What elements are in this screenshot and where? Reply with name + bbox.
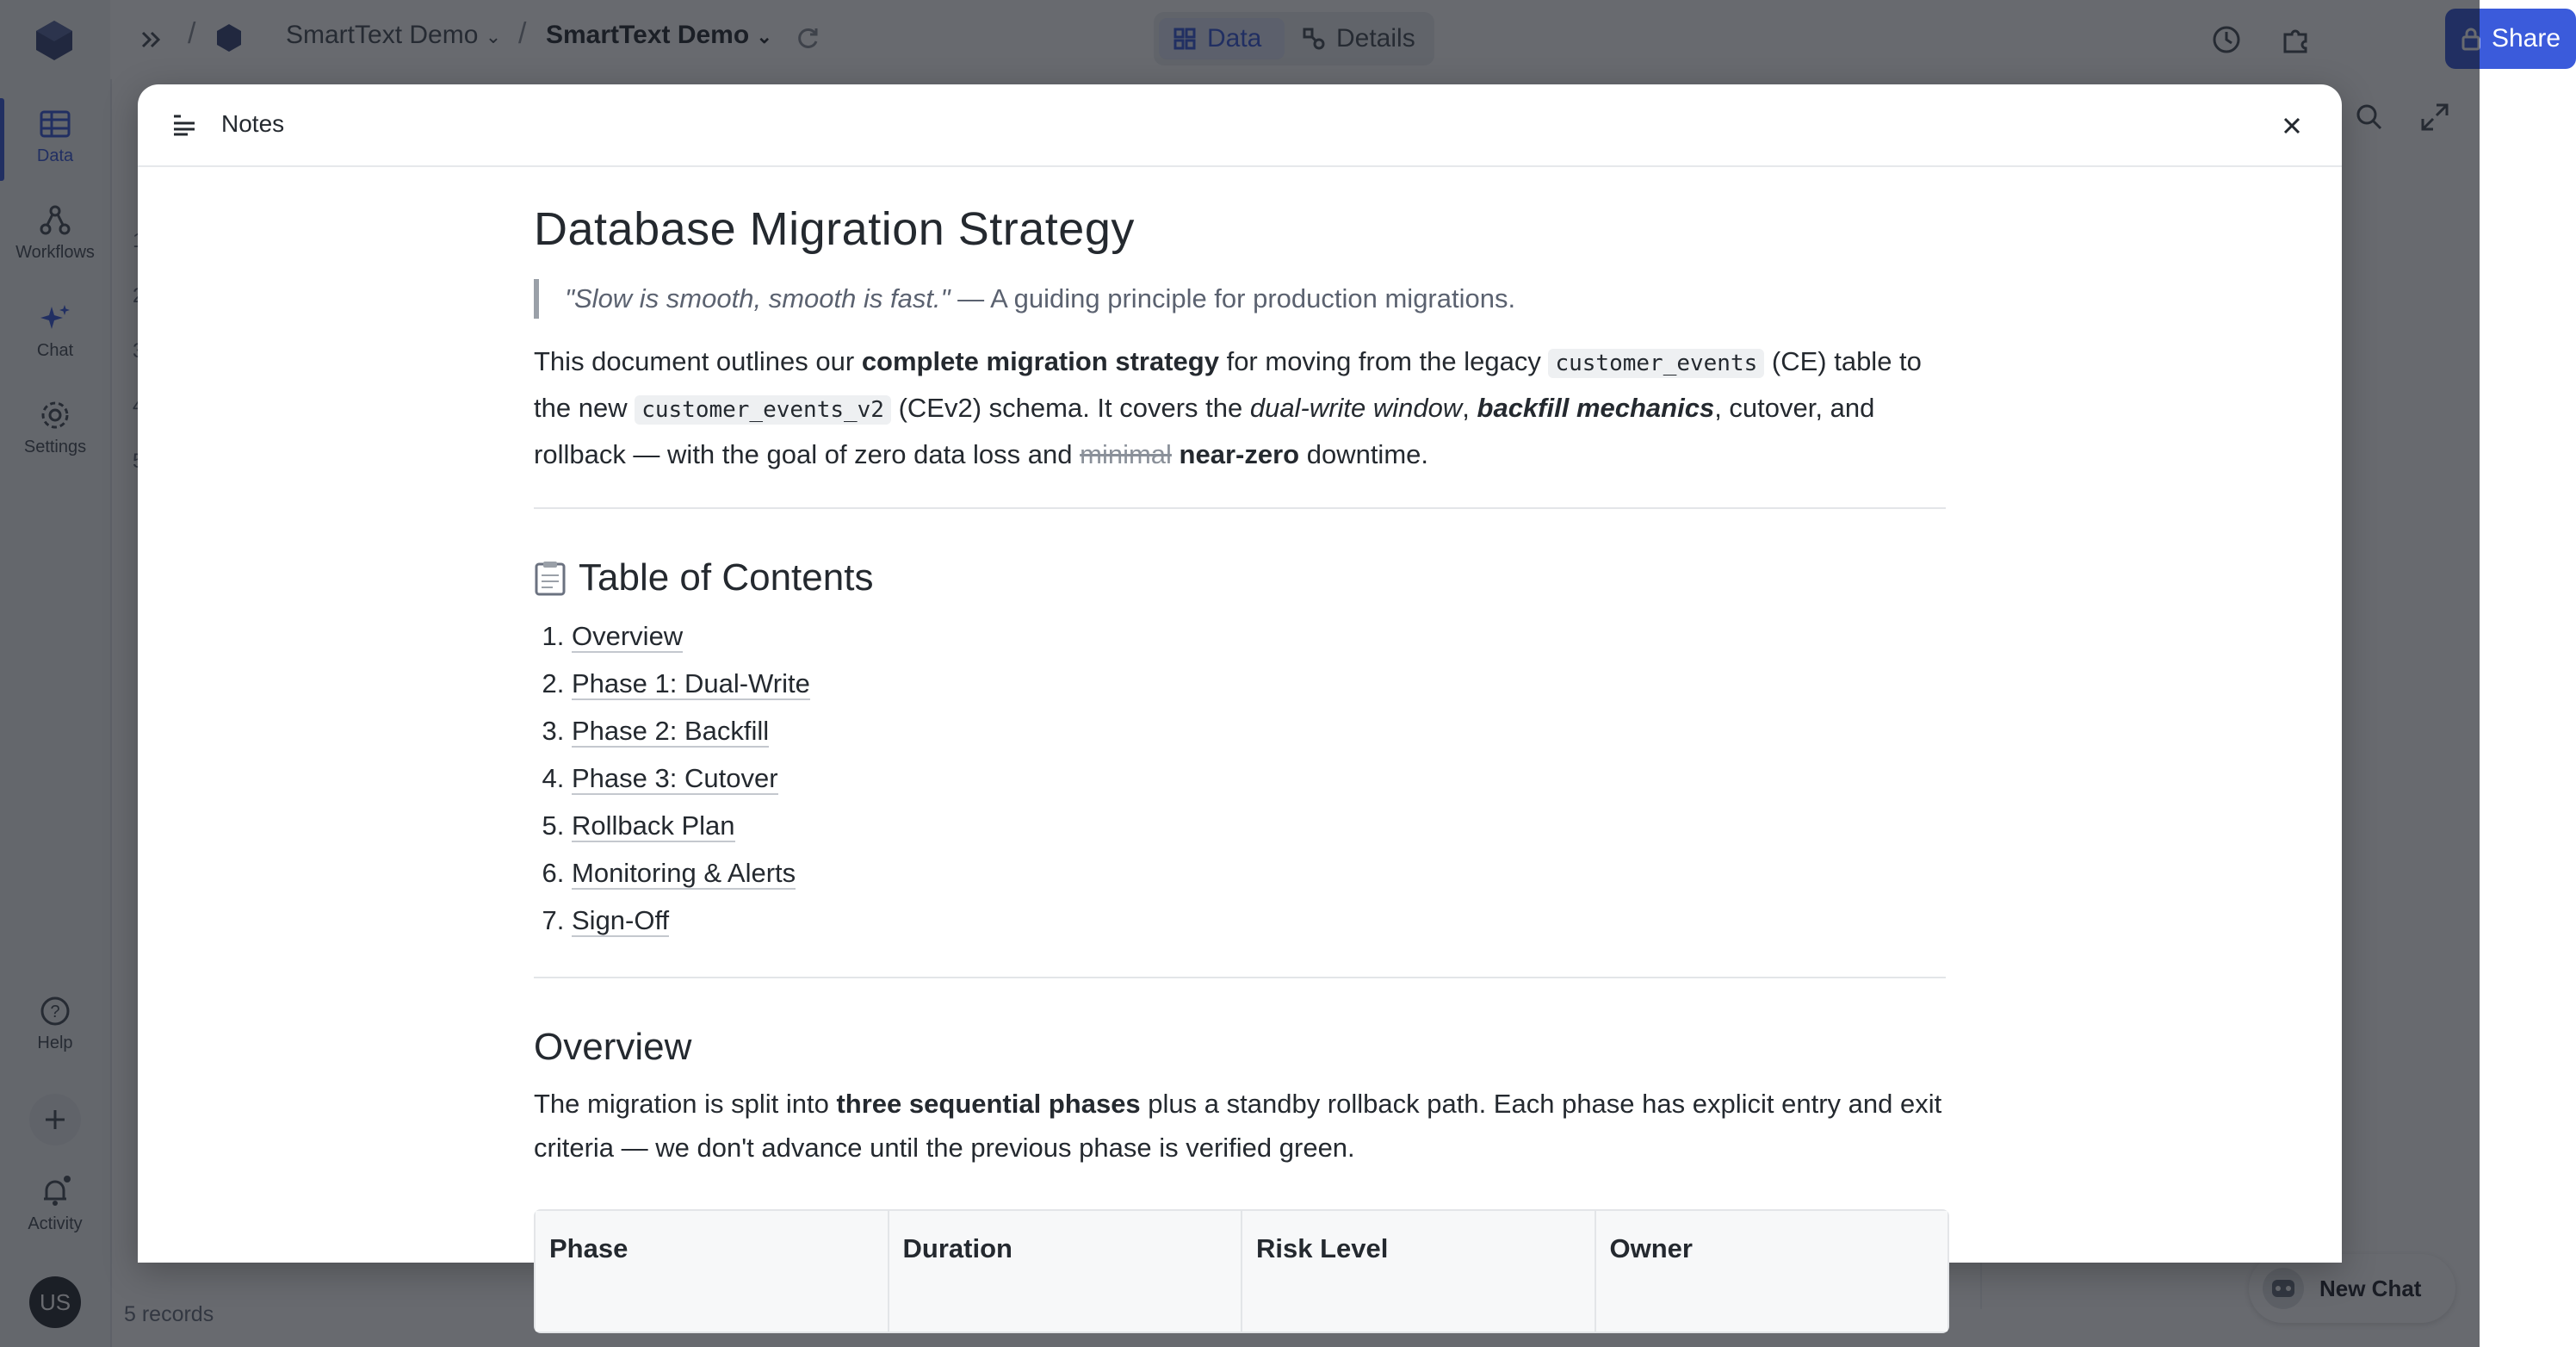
toc-item bbox=[572, 660, 1946, 707]
table-header-cell: Risk Level bbox=[1242, 1211, 1596, 1331]
quote-attribution: — A guiding principle for production migrations. bbox=[950, 283, 1516, 313]
inline-code: customer_events_v2 bbox=[635, 395, 891, 425]
share-label: Share bbox=[2491, 24, 2561, 53]
toc-item bbox=[572, 897, 1946, 944]
notes-modal bbox=[138, 84, 2342, 1263]
overview-heading: Overview bbox=[534, 1026, 692, 1068]
toc-title: Table of Contents bbox=[579, 556, 874, 599]
overview-paragraph: The migration is split into three sequential phases plus a standby rollback path. Each phase has explicit entry and exit criteria — we don't advance until the previous phase is verified green. bbox=[534, 1089, 1942, 1163]
toc-item bbox=[572, 849, 1946, 897]
toc-item bbox=[572, 707, 1946, 754]
modal-title: Notes bbox=[221, 110, 285, 137]
intro-paragraph: This document outlines our complete migration strategy for moving from the legacy customer_events (CE) table to the new customer_events_v2 (CEv2) schema. It covers the dual-write window, backfill mechanics, cutover, and rollback — with the goal of zero data loss and minimal near-zero downtime. bbox=[534, 346, 1922, 469]
divider bbox=[534, 507, 1946, 509]
inline-code: customer_events bbox=[1548, 349, 1764, 378]
table-header-cell: Duration bbox=[889, 1211, 1243, 1331]
table-header-cell: Owner bbox=[1596, 1211, 1948, 1331]
close-icon[interactable] bbox=[2276, 110, 2307, 141]
toc-link[interactable]: Sign-Off bbox=[572, 905, 670, 935]
toc-link[interactable]: Monitoring & Alerts bbox=[572, 858, 796, 888]
toc-heading bbox=[534, 554, 1946, 602]
toc-link[interactable]: Phase 1: Dual-Write bbox=[572, 668, 810, 698]
clipboard-icon bbox=[534, 560, 567, 596]
toc-link[interactable]: Overview bbox=[572, 621, 684, 651]
toc-item bbox=[572, 754, 1946, 802]
blockquote bbox=[534, 279, 1946, 319]
notes-icon bbox=[172, 114, 196, 136]
toc-item bbox=[572, 802, 1946, 849]
modal-header bbox=[138, 84, 2342, 167]
table-header-cell: Phase bbox=[536, 1211, 889, 1331]
toc-list bbox=[534, 612, 1946, 944]
toc-link[interactable]: Phase 3: Cutover bbox=[572, 763, 778, 793]
phase-table bbox=[534, 1209, 1949, 1333]
strikethrough-text: minimal bbox=[1080, 439, 1172, 469]
quote-text: "Slow is smooth, smooth is fast." bbox=[565, 283, 951, 313]
toc-item bbox=[572, 612, 1946, 660]
toc-link[interactable]: Phase 2: Backfill bbox=[572, 716, 770, 746]
doc-title: Database Migration Strategy bbox=[534, 203, 1135, 255]
toc-link[interactable]: Rollback Plan bbox=[572, 810, 735, 841]
divider bbox=[534, 977, 1946, 978]
note-document[interactable] bbox=[534, 202, 1946, 1333]
